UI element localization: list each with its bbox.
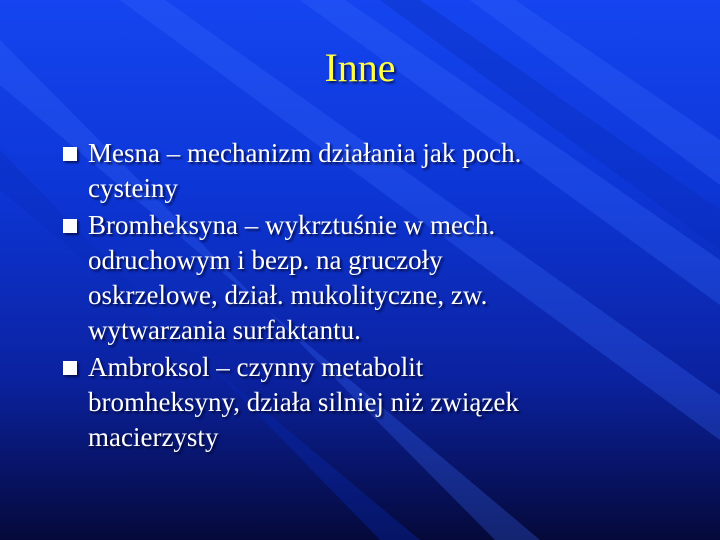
square-bullet-icon [63,361,77,375]
bullet-text: Ambroksol – czynny metabolit bromheksyny, działa silniej niż związek macierzysty [88,352,519,452]
bullet-text: Bromheksyna – wykrztuśnie w mech. odruchowym i bezp. na gruczoły oskrzelowe, dział. mukolityczne, zw. wytwarzania surfaktantu. [88,210,496,345]
square-bullet-icon [63,147,77,161]
bullet-list [58,136,658,457]
list-item [58,136,658,206]
slide-title: Inne [324,45,396,90]
square-bullet-icon [63,219,77,233]
list-item [58,350,658,455]
bullet-text: Mesna – mechanizm działania jak poch. cysteiny [88,138,522,203]
list-item [58,208,658,348]
